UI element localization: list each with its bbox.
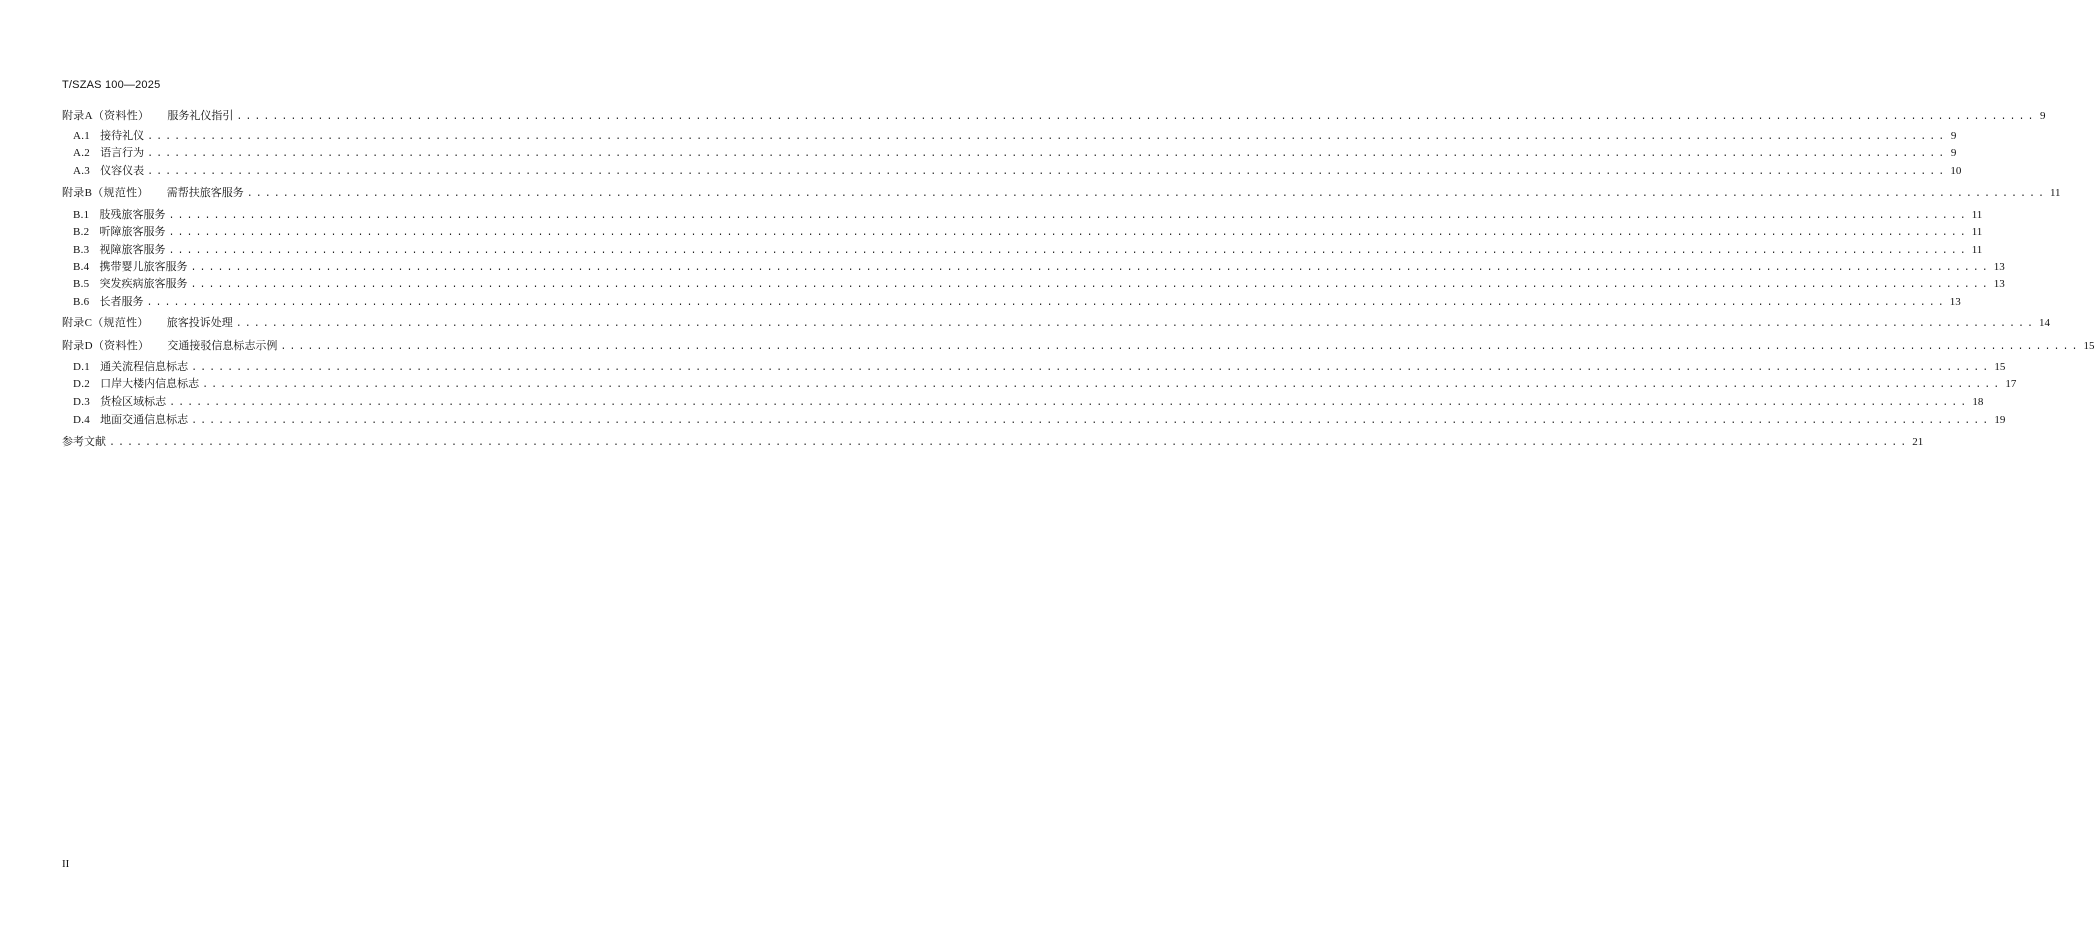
toc-entry-label xyxy=(73,293,144,311)
toc-dot-leader: ........................................................................................................................................................................................................ xyxy=(236,112,2037,123)
toc-entry-label xyxy=(62,184,244,202)
toc-entry-page: 19 xyxy=(1994,414,2006,426)
toc-dot-leader: ........................................................................................................................................................................................................ xyxy=(190,280,1991,291)
toc-entry-label xyxy=(73,127,144,145)
toc-entry-number: A.3 xyxy=(73,165,91,177)
toc-entry-page: 15 xyxy=(1994,361,2006,373)
toc-entry-title: 通关流程信息标志 xyxy=(100,360,189,373)
toc-entry-label xyxy=(73,275,188,293)
toc-entry-label xyxy=(62,337,277,355)
toc-dot-leader: ........................................................................................................................................................................................................ xyxy=(191,363,1992,374)
toc-entry-number: 附录C（规范性） xyxy=(62,317,149,329)
toc-entry-section[interactable] xyxy=(73,241,1983,259)
toc-entry-number: D.3 xyxy=(73,396,91,408)
toc-entry-page: 9 xyxy=(1950,130,1957,142)
toc-entry-section[interactable] xyxy=(73,127,1957,145)
toc-entry-page: 11 xyxy=(1971,244,1983,256)
toc-entry-page: 14 xyxy=(2038,317,2050,329)
toc-dot-leader: ........................................................................................................................................................................................................ xyxy=(168,246,1969,257)
toc-entry-page: 11 xyxy=(1971,226,1983,238)
toc-entry-label xyxy=(73,411,188,429)
toc-dot-leader: ........................................................................................................................................................................................................ xyxy=(235,319,2036,330)
toc-entry-title: 肢残旅客服务 xyxy=(99,208,166,221)
toc-entry-page: 18 xyxy=(1972,396,1984,408)
toc-entry-section[interactable] xyxy=(73,162,1962,180)
toc-entry-label xyxy=(73,241,166,259)
toc-entry-page: 9 xyxy=(2040,110,2046,122)
toc-entry-title: 旅客投诉处理 xyxy=(166,316,233,329)
toc-dot-leader: ........................................................................................................................................................................................................ xyxy=(147,149,1948,160)
toc-entry-title: 视障旅客服务 xyxy=(99,243,166,256)
toc-entry-number: 附录D（资料性） xyxy=(62,340,150,352)
toc-entry-page: 21 xyxy=(1912,436,1924,448)
toc-entry-title: 突发疾病旅客服务 xyxy=(99,277,188,290)
toc-entry-section[interactable] xyxy=(73,393,1984,411)
toc-entry-label xyxy=(73,375,199,393)
toc-dot-leader: ........................................................................................................................................................................................................ xyxy=(169,398,1970,409)
toc-dot-leader: ........................................................................................................................................................................................................ xyxy=(109,438,1910,449)
toc-entry-section[interactable] xyxy=(73,293,1961,311)
toc-dot-leader: ........................................................................................................................................................................................................ xyxy=(147,132,1948,143)
toc-entry-label xyxy=(73,144,144,162)
document-code: T/SZAS 100—2025 xyxy=(62,79,161,91)
toc-entry-title: 参考文献 xyxy=(62,435,106,448)
toc-entry-label xyxy=(73,393,166,411)
toc-entry-page: 15 xyxy=(2083,340,2095,352)
toc-entry-page: 13 xyxy=(1949,296,1961,308)
toc-dot-leader: ........................................................................................................................................................................................................ xyxy=(168,211,1969,222)
toc-entry-title: 长者服务 xyxy=(99,295,144,308)
toc-entry-number: D.1 xyxy=(73,361,91,373)
toc-entry-number: 附录A（资料性） xyxy=(62,110,150,122)
toc-entry-label xyxy=(62,314,233,332)
toc-entry-label xyxy=(73,162,144,180)
toc-entry-appendix[interactable] xyxy=(62,337,2095,355)
toc-entry-label xyxy=(62,107,233,125)
toc-entry-number: B.3 xyxy=(73,244,90,256)
toc-entry-number: A.2 xyxy=(73,147,91,159)
toc-entry-section[interactable] xyxy=(73,144,1957,162)
toc-dot-leader: ........................................................................................................................................................................................................ xyxy=(191,416,1992,427)
toc-entry-number: B.2 xyxy=(73,226,90,238)
toc-dot-leader: ........................................................................................................................................................................................................ xyxy=(190,263,1991,274)
toc-entry-number: D.4 xyxy=(73,414,91,426)
toc-entry-section[interactable] xyxy=(73,223,1983,241)
toc-entry-title: 地面交通信息标志 xyxy=(100,413,189,426)
toc-entry-page: 11 xyxy=(2049,187,2061,199)
toc-entry-number: B.1 xyxy=(73,209,90,221)
toc-entry-section[interactable] xyxy=(73,258,2005,276)
toc-entry-label xyxy=(73,358,188,376)
toc-entry-title: 需帮扶旅客服务 xyxy=(166,186,244,199)
toc-entry-page: 9 xyxy=(1950,147,1957,159)
toc-entry-section[interactable] xyxy=(73,358,2006,376)
toc-entry-number: B.5 xyxy=(73,278,90,290)
toc-dot-leader: ........................................................................................................................................................................................................ xyxy=(202,380,2003,391)
toc-entry-label xyxy=(62,433,106,451)
toc-entry-number: 附录B（规范性） xyxy=(62,187,149,199)
toc-entry-title: 接待礼仪 xyxy=(100,129,145,142)
toc-entry-page: 13 xyxy=(1993,261,2005,273)
toc-entry-title: 仪容仪表 xyxy=(100,164,145,177)
toc-entry-label xyxy=(73,258,188,276)
toc-entry-page: 10 xyxy=(1950,165,1962,177)
toc-entry-title: 货检区域标志 xyxy=(100,395,167,408)
toc-entry-appendix[interactable] xyxy=(62,314,2050,332)
toc-dot-leader: ........................................................................................................................................................................................................ xyxy=(246,189,2047,200)
toc-entry-number: B.6 xyxy=(73,296,90,308)
toc-entry-title: 携带婴儿旅客服务 xyxy=(99,260,188,273)
toc-entry-section[interactable] xyxy=(73,275,2005,293)
toc-entry-label xyxy=(73,223,166,241)
toc-entry-title: 服务礼仪指引 xyxy=(167,109,234,122)
toc-entry-label xyxy=(73,206,166,224)
toc-entry-title: 口岸大楼内信息标志 xyxy=(100,377,200,390)
toc-dot-leader: ........................................................................................................................................................................................................ xyxy=(146,298,1947,309)
toc-entry-section[interactable] xyxy=(73,411,2006,429)
toc-entry-appendix[interactable] xyxy=(62,107,2046,125)
toc-entry-number: A.1 xyxy=(73,130,91,142)
toc-entry-appendix[interactable] xyxy=(62,433,1924,451)
toc-entry-title: 听障旅客服务 xyxy=(99,225,166,238)
toc-entry-page: 13 xyxy=(1993,278,2005,290)
toc-entry-title: 语言行为 xyxy=(100,146,145,159)
toc-entry-page: 17 xyxy=(2005,378,2017,390)
toc-entry-section[interactable] xyxy=(73,206,1983,224)
page-number: II xyxy=(62,858,70,870)
toc-entry-appendix[interactable] xyxy=(62,184,2061,202)
toc-entry-section[interactable] xyxy=(73,375,2017,393)
toc-dot-leader: ........................................................................................................................................................................................................ xyxy=(168,228,1969,239)
toc-entry-number: B.4 xyxy=(73,261,90,273)
toc-entry-number: D.2 xyxy=(73,378,91,390)
toc-entry-title: 交通接驳信息标志示例 xyxy=(167,339,278,352)
toc-dot-leader: ........................................................................................................................................................................................................ xyxy=(147,167,1948,178)
toc-dot-leader: ........................................................................................................................................................................................................ xyxy=(280,342,2081,353)
toc-entry-page: 11 xyxy=(1971,209,1983,221)
